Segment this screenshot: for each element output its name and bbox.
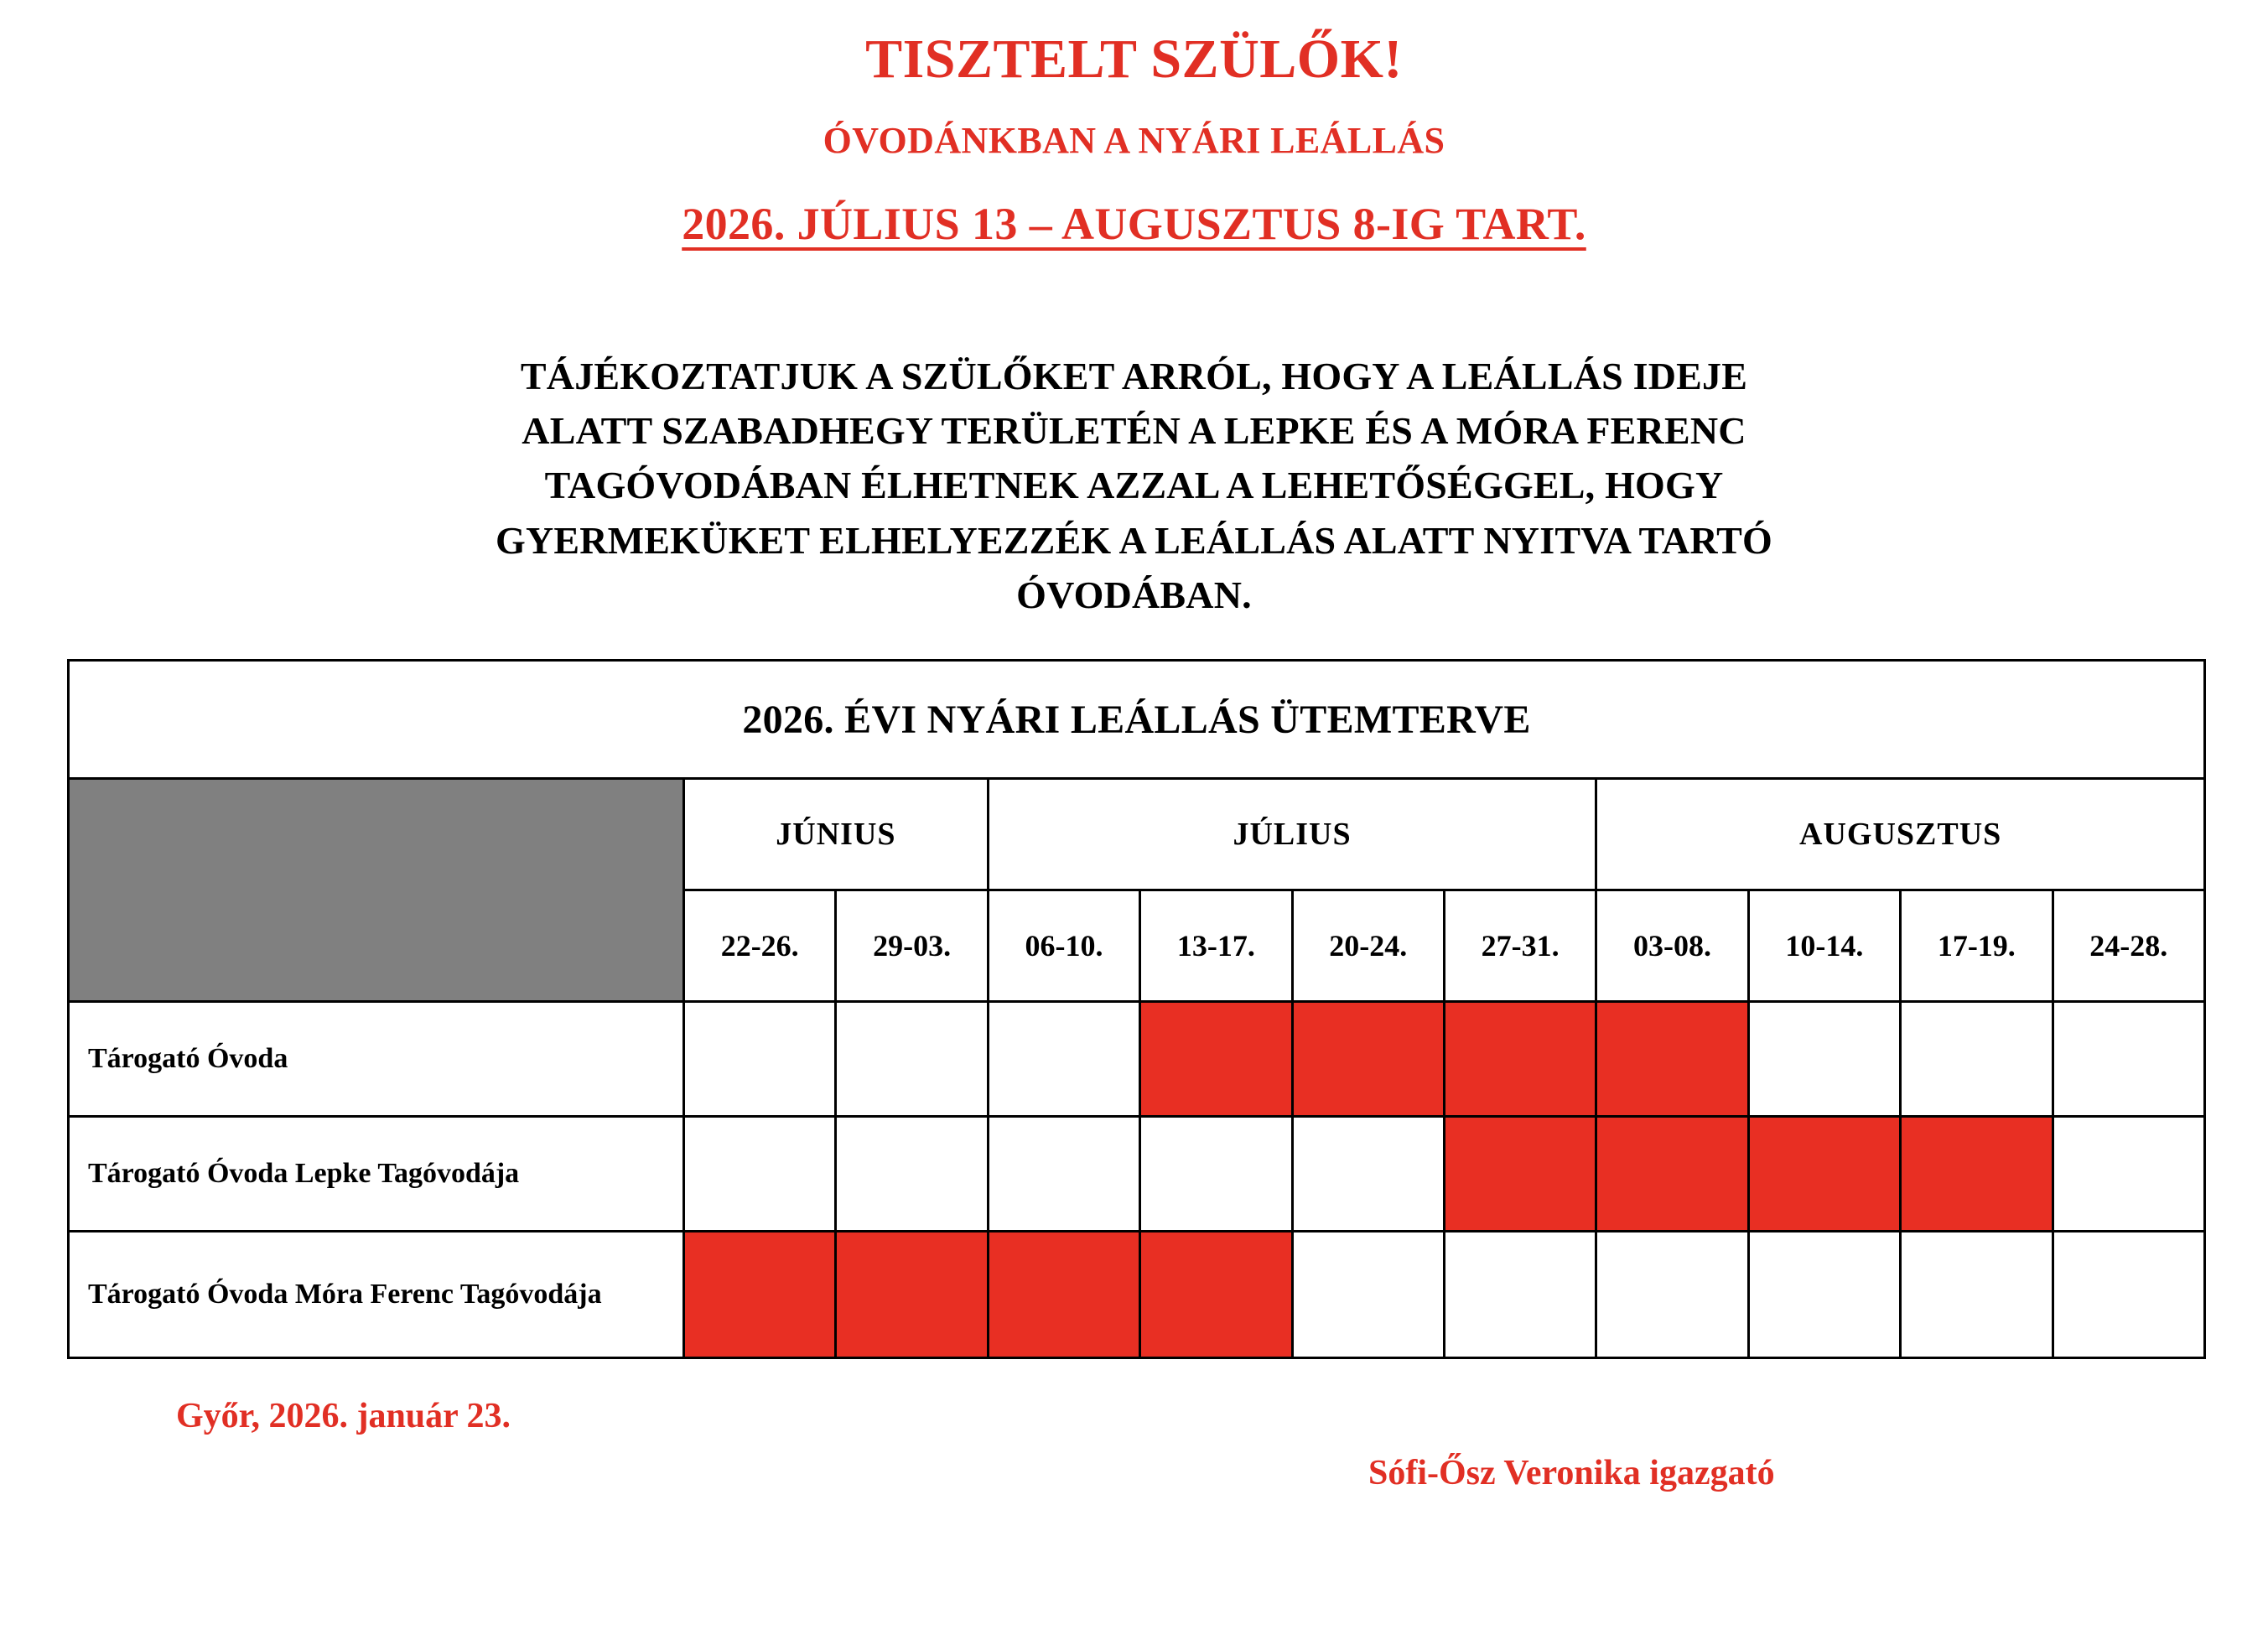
closure-cell (1901, 1117, 2053, 1232)
table-title-row (69, 661, 2205, 779)
closure-cell (1748, 1117, 1900, 1232)
closure-cell (684, 1002, 836, 1117)
kindergarten-name: Tárogató Óvoda Móra Ferenc Tagóvodája (69, 1232, 684, 1358)
kindergarten-name: Tárogató Óvoda Lepke Tagóvodája (69, 1117, 684, 1232)
body-line: TAGÓVODÁBAN ÉLHETNEK AZZAL A LEHETŐSÉGGEL, HOGY (544, 464, 1724, 507)
closure-cell (1444, 1232, 1596, 1358)
closure-cell (988, 1232, 1139, 1358)
corner-spacer-cell (69, 779, 684, 1002)
closure-cell (1292, 1002, 1444, 1117)
body-line: ALATT SZABADHEGY TERÜLETÉN A LEPKE ÉS A MÓRA FERENC (522, 409, 1746, 452)
table-month-row (69, 779, 2205, 890)
closure-cell (2053, 1002, 2205, 1117)
week-header: 03-08. (1596, 890, 1748, 1002)
kindergarten-name: Tárogató Óvoda (69, 1002, 684, 1117)
closure-date-line (0, 200, 2268, 249)
closure-date-text: 2026. JÚLIUS 13 – AUGUSZTUS 8-IG TART. (682, 199, 1586, 250)
week-header: 06-10. (988, 890, 1139, 1002)
closure-cell (1292, 1232, 1444, 1358)
body-line: GYERMEKÜKET ELHELYEZZÉK A LEÁLLÁS ALATT NYITVA TARTÓ (495, 518, 1773, 562)
closure-cell (836, 1117, 988, 1232)
closure-cell (1140, 1232, 1292, 1358)
closure-cell (1596, 1002, 1748, 1117)
closure-cell (1901, 1232, 2053, 1358)
notice-footer (0, 1388, 2268, 1547)
week-header: 24-28. (2053, 890, 2205, 1002)
signature-line: Sófi-Ősz Veronika igazgató (1368, 1454, 1775, 1493)
closure-cell (2053, 1232, 2205, 1358)
table-row (69, 1232, 2205, 1358)
closure-cell (988, 1117, 1139, 1232)
closure-cell (684, 1117, 836, 1232)
place-and-date: Győr, 2026. január 23. (176, 1397, 511, 1436)
table-row (69, 1002, 2205, 1117)
closure-cell (988, 1002, 1139, 1117)
body-line: TÁJÉKOZTATJUK A SZÜLŐKET ARRÓL, HOGY A LEÁLLÁS IDEJE (520, 354, 1748, 397)
closure-cell (2053, 1117, 2205, 1232)
week-header: 20-24. (1292, 890, 1444, 1002)
closure-cell (1901, 1002, 2053, 1117)
closure-cell (1444, 1117, 1596, 1232)
week-header: 22-26. (684, 890, 836, 1002)
month-header-junius: JÚNIUS (684, 779, 989, 890)
notice-subtitle: ÓVODÁNKBAN A NYÁRI LEÁLLÁS (823, 119, 1445, 161)
closure-cell (1596, 1117, 1748, 1232)
notice-body (346, 349, 1923, 623)
closure-schedule-table (67, 659, 2206, 1359)
month-header-augusztus: AUGUSZTUS (1596, 779, 2205, 890)
closure-cell (1444, 1002, 1596, 1117)
closure-cell (1748, 1002, 1900, 1117)
closure-cell (836, 1002, 988, 1117)
closure-cell (1596, 1232, 1748, 1358)
week-header: 10-14. (1748, 890, 1900, 1002)
closure-cell (1140, 1002, 1292, 1117)
closure-cell (684, 1232, 836, 1358)
schedule-table-wrapper (0, 659, 2268, 1359)
body-line: ÓVODÁBAN. (1016, 573, 1252, 616)
page-title: TISZTELT SZÜLŐK! (865, 29, 1403, 90)
closure-cell (836, 1232, 988, 1358)
week-header: 27-31. (1444, 890, 1596, 1002)
closure-cell (1140, 1117, 1292, 1232)
notice-header (0, 0, 2268, 250)
week-header: 17-19. (1901, 890, 2053, 1002)
closure-cell (1748, 1232, 1900, 1358)
closure-cell (1292, 1117, 1444, 1232)
month-header-julius: JÚLIUS (988, 779, 1596, 890)
schedule-table-title: 2026. ÉVI NYÁRI LEÁLLÁS ÜTEMTERVE (69, 661, 2205, 779)
week-header: 29-03. (836, 890, 988, 1002)
week-header: 13-17. (1140, 890, 1292, 1002)
table-row (69, 1117, 2205, 1232)
